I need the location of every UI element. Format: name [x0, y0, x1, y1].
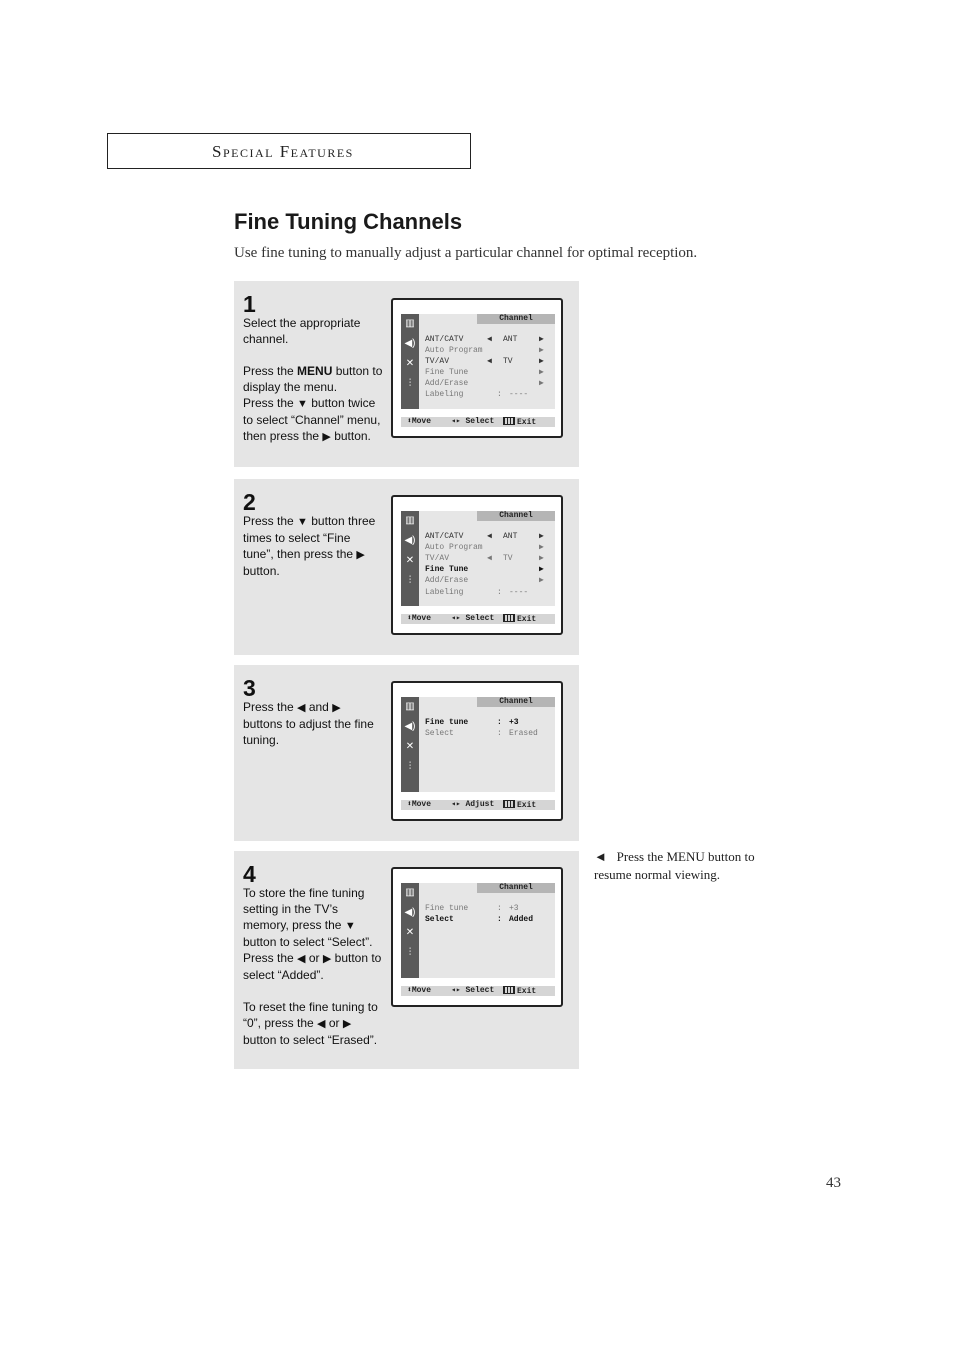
setup-icon: ⫶ — [408, 575, 412, 586]
menu-area — [419, 697, 555, 792]
menu-icon — [503, 800, 515, 808]
setup-icon: ⫶ — [408, 761, 412, 772]
step-number: 2 — [243, 489, 256, 515]
menu-title: Channel — [477, 883, 555, 893]
section-title: Special Features — [212, 142, 354, 161]
step-instructions: Press the ◀ and ▶ buttons to adjust the fine tuning. — [243, 700, 374, 747]
menu-sidebar — [401, 697, 419, 792]
menu-row-selected: Fine tune : +3 — [425, 718, 519, 727]
menu-area — [419, 883, 555, 978]
menu-row: ANT/CATV ◀ ANT ▶ — [425, 532, 544, 541]
step-instructions: Press the ▼ button three times to select “Fine tune”, then press the ▶ button. — [243, 514, 376, 578]
leftright-icon: ◂▸ — [451, 614, 461, 623]
menu-area — [419, 314, 555, 409]
menu-icon — [503, 417, 515, 425]
menu-row: Auto Program ▶ — [425, 346, 544, 355]
sound-icon: ◀) — [404, 338, 416, 349]
sound-icon: ◀) — [404, 907, 416, 918]
channel-icon: ✕ — [405, 927, 415, 938]
picture-icon: ▥ — [405, 887, 415, 898]
page-number: 43 — [826, 1175, 841, 1191]
picture-icon: ▥ — [405, 701, 415, 712]
side-note — [594, 848, 794, 884]
updown-icon: ⬍ — [407, 614, 412, 623]
channel-icon: ✕ — [405, 555, 415, 566]
menu-row: TV/AV ◀ TV ▶ — [425, 357, 544, 366]
step-3-panel — [234, 665, 579, 841]
leftright-icon: ◂▸ — [451, 800, 461, 809]
section-header — [107, 133, 471, 169]
menu-bottom-bar: ⬍Move ◂▸ Select Exit — [401, 417, 555, 427]
updown-icon: ⬍ — [407, 986, 412, 995]
menu-icon — [503, 614, 515, 622]
menu-row: Auto Program ▶ — [425, 543, 544, 552]
sound-icon: ◀) — [404, 535, 416, 546]
menu-title: Channel — [477, 511, 555, 521]
step-1-panel — [234, 281, 579, 467]
page-title: Fine Tuning Channels — [234, 209, 463, 234]
step-number: 1 — [243, 291, 256, 317]
menu-row: ANT/CATV ◀ ANT ▶ — [425, 335, 544, 344]
menu-row: Labeling : ---- — [425, 390, 529, 399]
menu-area — [419, 511, 555, 606]
menu-title: Channel — [477, 697, 555, 707]
menu-row: Fine Tune ▶ — [425, 368, 544, 377]
note-text: Press the MENU button to resume normal viewing. — [594, 849, 755, 882]
sound-icon: ◀) — [404, 721, 416, 732]
step-instructions: To store the fine tuning setting in the TV’s memory, press the ▼ button to select “Select”. Press the ◀ or ▶ button to select “Added”. To reset the fine tuning to “0”, press the ◀ or ▶ button to select “Erased”. — [243, 886, 382, 1047]
menu-sidebar — [401, 883, 419, 978]
menu-row-selected: Select : Added — [425, 915, 534, 924]
menu-icon — [503, 986, 515, 994]
step-2-panel — [234, 479, 579, 655]
updown-icon: ⬍ — [407, 417, 412, 426]
channel-icon: ✕ — [405, 358, 415, 369]
menu-bottom-bar: ⬍Move ◂▸ Adjust Exit — [401, 800, 555, 810]
picture-icon: ▥ — [405, 318, 415, 329]
menu-row: Add/Erase ▶ — [425, 576, 544, 585]
menu-title: Channel — [477, 314, 555, 324]
tv-screen — [391, 495, 563, 635]
step-number: 4 — [243, 861, 256, 887]
updown-icon: ⬍ — [407, 800, 412, 809]
leftright-icon: ◂▸ — [451, 986, 461, 995]
step-number: 3 — [243, 675, 256, 701]
setup-icon: ⫶ — [408, 947, 412, 958]
setup-icon: ⫶ — [408, 378, 412, 389]
menu-row: Add/Erase ▶ — [425, 379, 544, 388]
picture-icon: ▥ — [405, 515, 415, 526]
step-instructions: Select the appropriate channel. Press the MENU button to display the menu. Press the ▼ button twice to select “Channel” menu, then press the ▶ button. — [243, 316, 383, 443]
menu-row: Fine tune : +3 — [425, 904, 519, 913]
tv-screen — [391, 681, 563, 821]
menu-bottom-bar: ⬍Move ◂▸ Select Exit — [401, 986, 555, 996]
tv-screen — [391, 298, 563, 438]
menu-bottom-bar: ⬍Move ◂▸ Select Exit — [401, 614, 555, 624]
intro-text: Use fine tuning to manually adjust a particular channel for optimal reception. — [234, 245, 698, 261]
menu-row: Select : Erased — [425, 729, 538, 738]
tv-screen — [391, 867, 563, 1007]
step-4-panel — [234, 851, 579, 1069]
menu-row-selected: Fine Tune ▶ — [425, 565, 544, 574]
menu-row: TV/AV ◀ TV ▶ — [425, 554, 544, 563]
leftright-icon: ◂▸ — [451, 417, 461, 426]
channel-icon: ✕ — [405, 741, 415, 752]
arrow-left-icon: ◄ — [594, 849, 607, 864]
menu-sidebar — [401, 511, 419, 606]
menu-sidebar — [401, 314, 419, 409]
menu-row: Labeling : ---- — [425, 588, 529, 597]
